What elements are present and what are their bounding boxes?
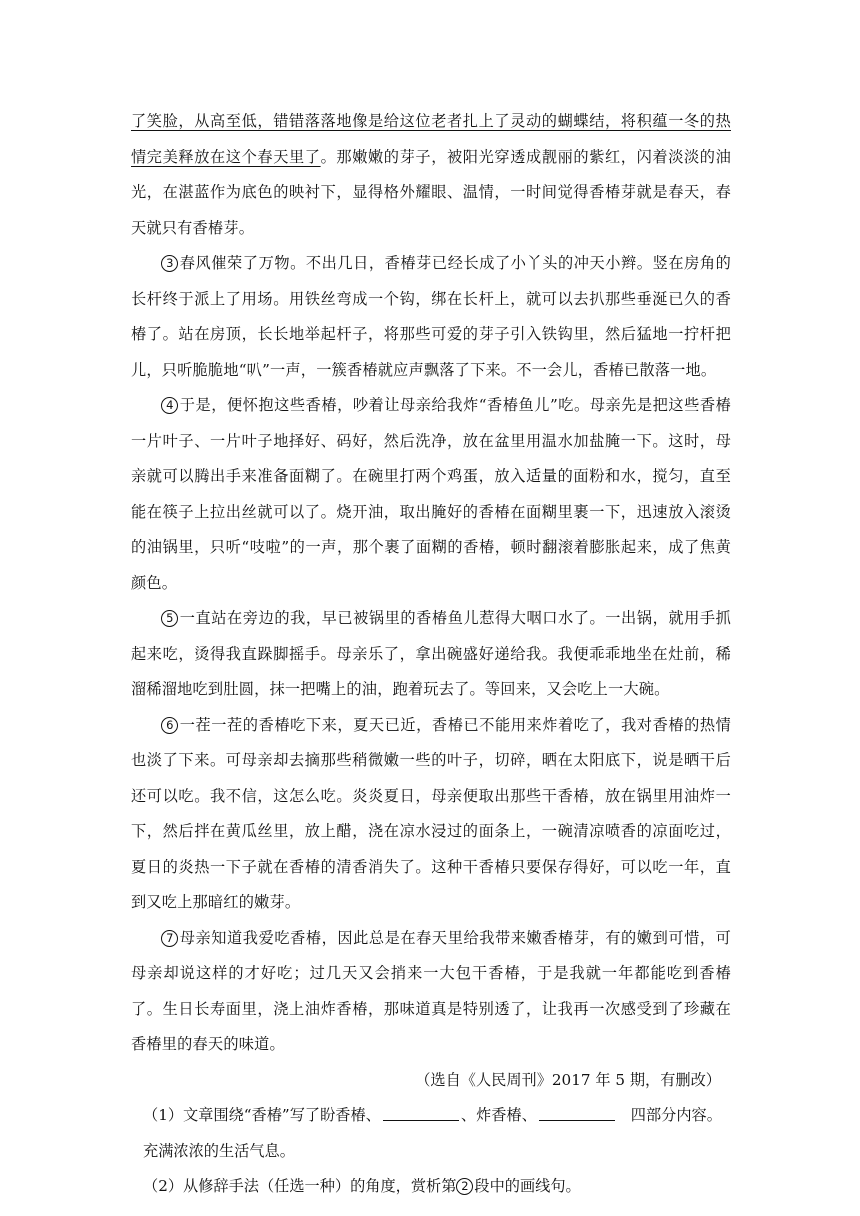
paragraph-number: 2 <box>456 1178 473 1195</box>
question-1-text-c: 四部分内容。 <box>630 1106 722 1124</box>
paragraph-text: 春风催荣了万物。不出几日，香椿芽已经长成了小丫头的冲天小辫。竖在房角的长杆终于派上了用场。用铁丝弯成一个钩，绑在长杆上，就可以去扒那些垂涎已久的香椿了。站在房顶，长长地举起杆子，将那些可爱的芽子引入铁钩里，然后猛地一拧杆把儿，只听脆脆地“叭”一声，一簇香椿就应声飘落了下来。不一会儿，香椿已散落一地。 <box>131 254 731 379</box>
question-1-text-a: （1）文章围绕“香椿”写了盼香椿、 <box>143 1106 381 1124</box>
paragraph-5 <box>131 601 731 708</box>
paragraph-number: 4 <box>161 397 178 414</box>
question-1-text-d: 充满浓浓的生活气息。 <box>143 1141 295 1160</box>
question-1 <box>131 1098 731 1169</box>
source-citation: （选自《人民周刊》2017 年 5 期，有删改） <box>415 1070 721 1089</box>
paragraph-2-rest: 。那嫩嫩的芽子，被阳光穿透成靓丽的紫红，闪着淡淡的油光，在湛蓝作为底色的映衬下，显得格外耀眼、温情，一时间觉得香椿芽就是春天，春天就只有香椿芽。 <box>131 147 731 237</box>
question-2-text-b: 段中的画线句。 <box>474 1177 581 1195</box>
paragraph-number: 6 <box>161 717 178 734</box>
paragraph-number: 3 <box>161 255 178 272</box>
paragraph-3 <box>131 246 731 388</box>
paragraph-6 <box>131 708 731 921</box>
answer-blank-1[interactable] <box>383 1105 459 1121</box>
document-content <box>131 104 731 1205</box>
paragraph-2-continued <box>131 104 731 246</box>
paragraph-number: 7 <box>161 930 178 947</box>
question-1-text-b: 、炸香椿、 <box>460 1106 537 1124</box>
question-2-text-a: （2）从修辞手法（任选一种）的角度，赏析第 <box>143 1177 457 1195</box>
question-2 <box>131 1169 731 1205</box>
paragraph-text: 母亲知道我爱吃香椿，因此总是在春天里给我带来嫩香椿芽，有的嫩到可惜，可母亲却说这样的才好吃；过几天又会捎来一大包干香椿，于是我就一年都能吃到香椿了。生日长寿面里，浇上油炸香椿，那味道真是特别透了，让我再一次感受到了珍藏在香椿里的春天的味道。 <box>131 928 731 1053</box>
paragraph-text: 一直站在旁边的我，早已被锅里的香椿鱼儿惹得大咽口水了。一出锅，就用手抓起来吃，烫得我直跺脚摇手。母亲乐了，拿出碗盛好递给我。我便乖乖地坐在灶前，稀溜稀溜地吃到肚圆，抹一把嘴上的油，跑着玩去了。等回来，又会吃上一大碗。 <box>131 609 731 698</box>
paragraph-4 <box>131 388 731 601</box>
paragraph-7 <box>131 921 731 1063</box>
paragraph-text: 一茬一茬的香椿吃下来，夏天已近，香椿已不能用来炸着吃了，我对香椿的热情也淡了下来。可母亲却去摘那些稍微嫩一些的叶子，切碎，晒在太阳底下，说是晒干后还可以吃。我不信，这怎么吃。炎炎夏日，母亲便取出那些干香椿，放在锅里用油炸一下，然后拌在黄瓜丝里，放上醋，浇在凉水浸过的面条上，一碗清凉喷香的凉面吃过，夏日的炎热一下子就在香椿的清香消失了。这种干香椿只要保存得好，可以吃一年，直到又吃上那暗红的嫩芽。 <box>131 715 731 911</box>
paragraph-text: 于是，便怀抱这些香椿，吵着让母亲给我炸“香椿鱼儿”吃。母亲先是把这些香椿一片叶子、一片叶子地择好、码好，然后洗净，放在盆里用温水加盐腌一下。这时，母亲就可以腾出手来准备面糊了。在碗里打两个鸡蛋，放入适量的面粉和水，搅匀，直至能在筷子上拉出丝就可以了。烧开油，取出腌好的香椿在面糊里裹一下，迅速放入滚烫的油锅里，只听“吱啦”的一声，那个裹了面糊的香椿，顿时翻滚着膨胀起来，成了焦黄颜色。 <box>131 396 731 592</box>
underlined-sentence: 了笑脸，从高至低，错错落落地像是给这位老者扎上了灵动的蝴蝶结，将积蕴一冬的热情完美释放在这个春天里了 <box>131 112 731 166</box>
answer-blank-2[interactable] <box>539 1105 615 1121</box>
paragraph-number: 5 <box>161 610 178 627</box>
